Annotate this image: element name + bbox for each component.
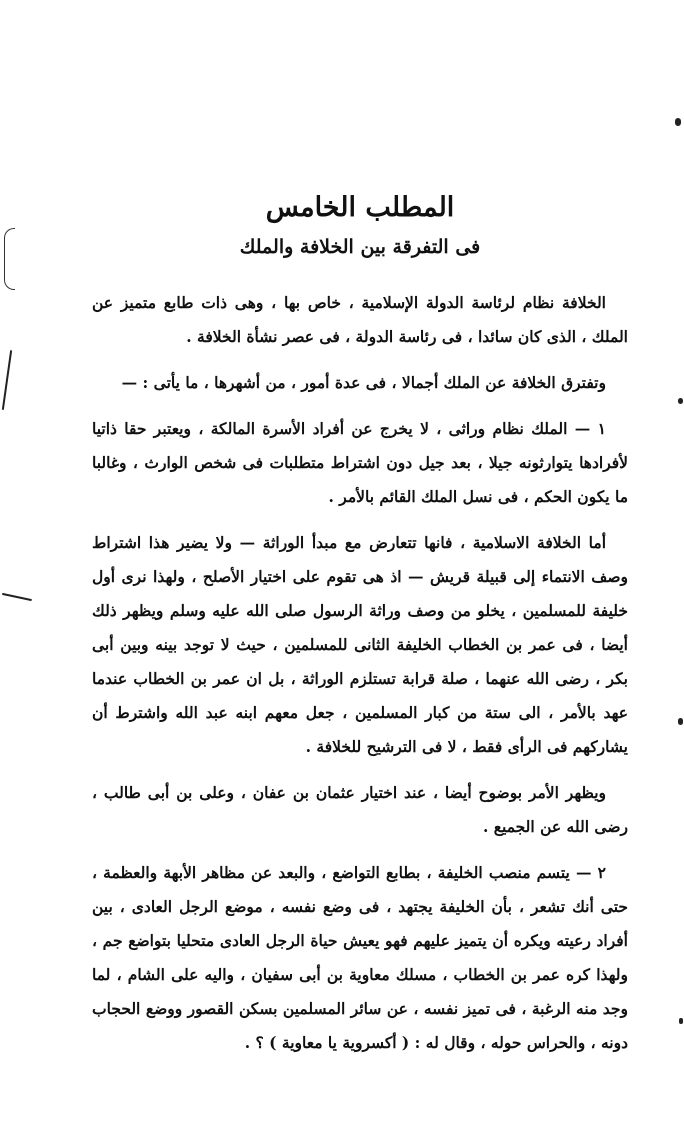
margin-mark [4,228,15,290]
scan-dot [678,398,683,404]
paragraph-2: وتفترق الخلافة عن الملك أجمالا ، فى عدة أمور ، من أشهرها ، ما يأتى : — [121,372,606,392]
paragraph-3: ١ — الملك نظام وراثى ، لا يخرج عن أفراد الأسرة المالكة ، ويعتبر حقا ذاتيا لأفرادها يتوارثونه جيلا ، بعد جيل دون اشتراط متطلبات فى شخص الوارث ، وغالبا ما يكون الحكم ، فى نسل الملك القائم بالأمر . [92,418,628,506]
margin-mark [2,350,12,410]
scan-dot [679,1018,683,1024]
page-subtitle: فى التفرقة بين الخلافة والملك [239,236,481,259]
page-title: المطلب الخامس [265,192,455,223]
paragraph-4: أما الخلافة الاسلامية ، فانها تتعارض مع مبدأ الوراثة — ولا يضير هذا اشتراط وصف الانتماء إلى قبيلة قريش — اذ هى تقوم على اختيار الأصلح ، ولهذا نرى أول خليفة للمسلمين ، يخلو من وصف وراثة الرسول صلى الله عليه وسلم ويظهر ذلك أيضا ، فى عمر بن الخطاب الخليفة الثانى للمسلمين ، حيث لا توجد بينه وبين أبى بكر ، رضى الله عنهما ، صلة قرابة تستلزم الوراثة ، بل ان عمر بن الخطاب عندما عهد بالأمر ، الى ستة من كبار المسلمين ، جعل معهم ابنه عبد الله واشترط أن يشاركهم فى الرأى فقط ، لا فى الترشيح للخلافة . [92,532,628,756]
scan-dot [678,718,683,725]
paragraph-1: الخلافة نظام لرئاسة الدولة الإسلامية ، خاص بها ، وهى ذات طابع متميز عن الملك ، الذى كان سائدا ، فى رئاسة الدولة ، فى عصر نشأة الخلافة . [92,292,628,346]
margin-mark [2,593,32,601]
scan-dot [675,118,681,126]
paragraph-6: ٢ — يتسم منصب الخليفة ، بطابع التواضع ، والبعد عن مظاهر الأبهة والعظمة ، حتى أنك تشعر ، بأن الخليفة يجتهد ، فى وضع نفسه ، موضع الرجل العادى ، بين أفراد رعيته ويكره أن يتميز عليهم فهو يعيش حياة الرجل العادى متحليا بتواضع جم ، ولهذا كره عمر بن الخطاب ، مسلك معاوية بن أبى سفيان ، واليه على الشام ، لما وجد منه الرغبة ، فى تميز نفسه ، عن سائر المسلمين بسكن القصور ووضع الحجاب دونه ، والحراس حوله ، وقال له : ( أكسروية يا معاوية ) ؟ . [92,862,628,1052]
paragraph-5: ويظهر الأمر بوضوح أيضا ، عند اختيار عثمان بن عفان ، وعلى بن أبى طالب ، رضى الله عن الجميع . [92,782,628,836]
text-column [92,190,628,1068]
